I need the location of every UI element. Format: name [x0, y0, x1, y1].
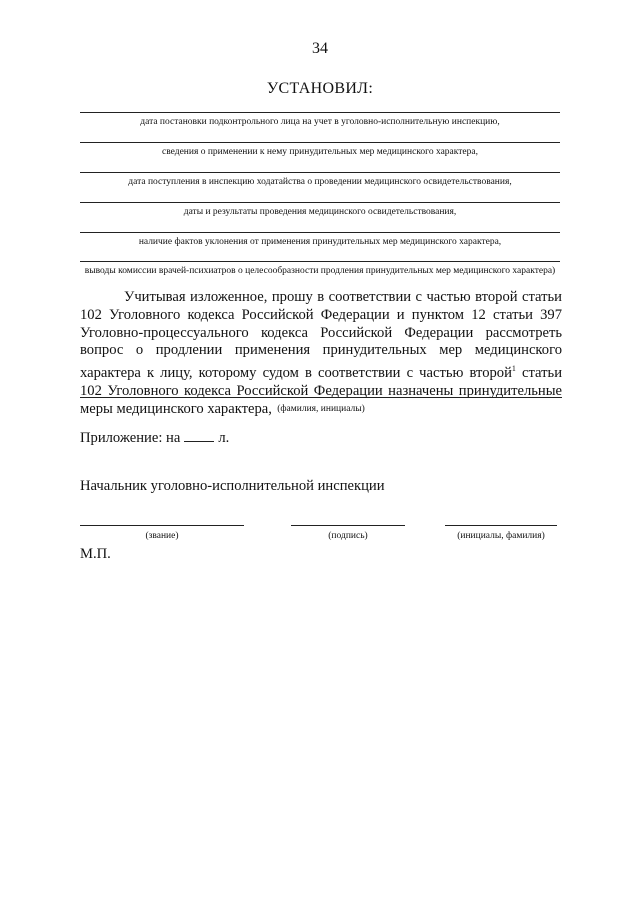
- field-line: [80, 202, 560, 203]
- signature-sign: [291, 525, 405, 541]
- fio-field: [80, 397, 562, 414]
- signature-caption: (инициалы, фамилия): [457, 531, 545, 541]
- field-petition-date: [80, 172, 560, 188]
- fio-caption: (фамилия, инициалы): [277, 404, 365, 414]
- field-caption: дата постановки подконтрольного лица на учет в уголовно-исполнительную инспекцию,: [140, 117, 500, 127]
- chief-title: Начальник уголовно-исполнительной инспекции: [80, 478, 385, 494]
- page-number: 34: [312, 40, 328, 57]
- signature-caption: (подпись): [328, 531, 368, 541]
- section-heading: УСТАНОВИЛ:: [266, 80, 374, 97]
- field-registration-date: [80, 112, 560, 128]
- attachment-suffix: л.: [218, 430, 230, 446]
- field-line: [80, 232, 560, 233]
- signature-rank: [80, 525, 244, 541]
- stamp-place: М.П.: [80, 546, 111, 562]
- attachment-blank: [184, 431, 214, 442]
- attachment-line: [80, 430, 229, 447]
- field-caption: даты и результаты проведения медицинского освидетельствования,: [183, 207, 457, 217]
- paragraph-text: Учитывая изложенное, прошу в соответствии с частью второй статьи 102 Уголовного кодекса Российской Федерации и пунктом 12 статьи 397 Уголовно-процессуального кодекса Российской Федерации рассмотреть вопрос о продлении применения принудительных мер медицинского характера к лицу, которому судом в соответствии с частью второй: [80, 289, 562, 382]
- signature-line: [445, 525, 557, 526]
- field-evasion-facts: [80, 232, 560, 248]
- footnote-mark: 1: [511, 364, 516, 374]
- field-line: [80, 172, 560, 173]
- field-caption: наличие фактов уклонения от применения принудительных мер медицинского характера,: [138, 237, 502, 247]
- field-caption: дата поступления в инспекцию ходатайства о проведении медицинского освидетельствования,: [128, 177, 512, 187]
- signature-initials: [445, 525, 557, 541]
- field-caption: выводы комиссии врачей-психиатров о целесообразности продления принудительных мер медицинского характера): [84, 266, 556, 276]
- field-measures-info: [80, 142, 560, 158]
- fio-line: [80, 397, 562, 398]
- paragraph-text-end: статьи 102 Уголовного кодекса Российской Федерации назначены принудительные меры медицинского характера,: [80, 365, 563, 417]
- field-commission-conclusions: [80, 261, 560, 277]
- attachment-label: Приложение: на: [80, 430, 181, 446]
- field-line: [80, 261, 560, 262]
- field-examination-results: [80, 202, 560, 218]
- field-line: [80, 112, 560, 113]
- signature-line: [80, 525, 244, 526]
- signature-line: [291, 525, 405, 526]
- field-caption: сведения о применении к нему принудительных мер медицинского характера,: [162, 147, 478, 157]
- field-line: [80, 142, 560, 143]
- signature-caption: (звание): [145, 531, 179, 541]
